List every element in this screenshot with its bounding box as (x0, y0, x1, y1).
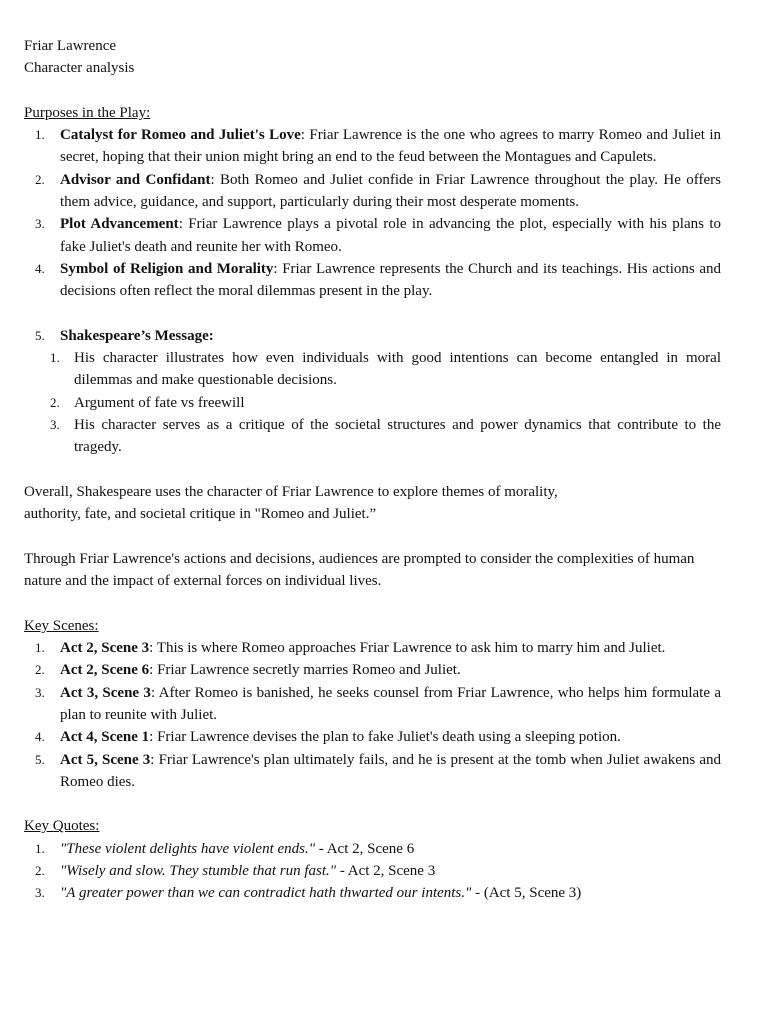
purpose-term: Symbol of Religion and Morality (60, 260, 274, 277)
scene-text: : Friar Lawrence's plan ultimately fails, and he is present at the tomb when Juliet awakens and Romeo dies. (60, 751, 721, 790)
quote-item (24, 882, 721, 904)
scenes-heading: Key Scenes: (24, 617, 99, 634)
quote-source: - Act 2, Scene 6 (315, 840, 415, 857)
scene-item (24, 682, 721, 727)
purpose-text: : Friar Lawrence plays a pivotal role in advancing the plot, especially with his plans to fake Juliet's death and reunite her with Romeo. (60, 216, 721, 255)
quotes-heading: Key Quotes: (24, 818, 100, 835)
list-number: 3. (50, 417, 60, 433)
scene-term: Act 4, Scene 1 (60, 729, 150, 746)
scenes-list (24, 637, 721, 793)
document-title: Friar Lawrence (24, 38, 117, 54)
purpose-text: : Both Romeo and Juliet confide in Friar Lawrence throughout the play. He offers them advice, guidance, and support, particularly during their most desperate moments. (60, 171, 721, 211)
quote-source: - Act 2, Scene 3 (336, 862, 436, 879)
purpose-term: Advisor and Confidant (60, 171, 211, 188)
list-number: 1. (50, 350, 60, 366)
scene-text: : Friar Lawrence devises the plan to fake Juliet's death using a sleeping potion. (149, 729, 621, 746)
quote-source: - (Act 5, Scene 3) (471, 885, 582, 902)
list-number: 3. (35, 684, 45, 700)
quote-item (24, 860, 721, 882)
spacer (24, 80, 721, 102)
quotes-list (24, 838, 721, 905)
list-number: 5. (35, 751, 45, 767)
document-subtitle: Character analysis (24, 60, 135, 77)
message-sublist (24, 347, 721, 458)
message-subitem-text: Argument of fate vs freewill (74, 394, 245, 411)
spacer (24, 526, 721, 548)
scene-item (24, 637, 721, 659)
list-number: 2. (50, 394, 60, 410)
spacer (24, 793, 721, 815)
scene-text: : Friar Lawrence secretly marries Romeo and Juliet. (149, 662, 461, 679)
overall-line-2: authority, fate, and societal critique in "Romeo and Juliet.” (24, 506, 377, 523)
scene-text: : After Romeo is banished, he seeks counsel from Friar Lawrence, who helps him formulate a plan to reunite with Juliet. (60, 684, 721, 723)
message-heading: Shakespeare’s Message: (60, 327, 214, 344)
quote-text: "These violent delights have violent ends." (60, 840, 316, 857)
purpose-text: : Friar Lawrence represents the Church and its teachings. His actions and decisions often reflect the moral dilemmas present in the play. (60, 260, 721, 300)
purpose-item (24, 169, 721, 214)
scene-term: Act 2, Scene 6 (60, 662, 150, 679)
scene-text: : This is where Romeo approaches Friar Lawrence to ask him to marry him and Juliet. (149, 640, 666, 657)
purpose-term: Plot Advancement (60, 216, 179, 233)
message-subitem-text: His character illustrates how even individuals with good intentions can become entangled in moral dilemmas and make questionable decisions. (74, 350, 721, 389)
list-number: 2. (35, 862, 45, 878)
message-subitem (24, 392, 721, 414)
quote-item (24, 838, 721, 860)
list-number: 3. (35, 216, 45, 232)
scene-term: Act 3, Scene 3 (60, 684, 151, 701)
spacer (24, 303, 721, 325)
overall-line-1: Overall, Shakespeare uses the character of Friar Lawrence to explore themes of morality, (24, 483, 558, 500)
purpose-item (24, 258, 721, 303)
message-subitem-text: His character serves as a critique of the societal structures and power dynamics that contribute to the tragedy. (74, 417, 721, 456)
quote-text: "A greater power than we can contradict hath thwarted our intents." (60, 885, 472, 902)
scene-term: Act 5, Scene 3 (60, 751, 151, 768)
scene-item (24, 749, 721, 794)
purposes-list (24, 124, 721, 302)
message-section (24, 325, 721, 459)
spacer (24, 592, 721, 614)
message-item (24, 325, 721, 459)
message-subitem (24, 414, 721, 459)
message-subitem (24, 347, 721, 392)
list-number: 1. (35, 127, 45, 143)
list-number: 2. (35, 171, 45, 187)
quote-text: "Wisely and slow. They stumble that run fast." (60, 862, 337, 879)
purpose-text: : Friar Lawrence is the one who agrees to marry Romeo and Juliet in secret, hoping that their union might bring an end to the feud between the Montagues and Capulets. (60, 127, 721, 166)
document-page (24, 35, 721, 905)
list-number: 3. (35, 885, 45, 901)
spacer (24, 459, 721, 481)
list-number: 4. (35, 260, 45, 276)
through-paragraph: Through Friar Lawrence's actions and decisions, audiences are prompted to consider the complexities of human nature and the impact of external forces on individual lives. (24, 550, 695, 590)
purpose-term: Catalyst for Romeo and Juliet's Love (60, 127, 301, 144)
purpose-item (24, 124, 721, 169)
list-number: 4. (35, 729, 45, 745)
purpose-item (24, 213, 721, 258)
purposes-heading: Purposes in the Play: (24, 104, 151, 121)
list-number: 1. (35, 840, 45, 856)
list-number: 1. (35, 640, 45, 656)
scene-term: Act 2, Scene 3 (60, 640, 150, 657)
scene-item (24, 659, 721, 681)
list-number: 5. (35, 327, 45, 343)
list-number: 2. (35, 662, 45, 678)
scene-item (24, 726, 721, 748)
